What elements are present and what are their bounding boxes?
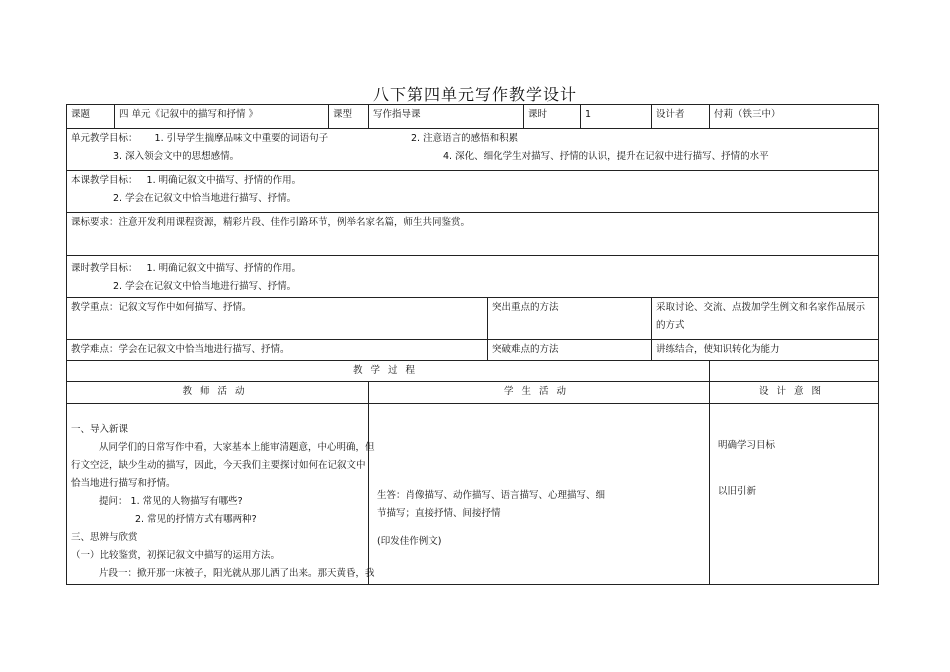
key-point-method-label: 突出重点的方法 — [488, 298, 652, 340]
student-line: 节描写；直接抒情、间接抒情 — [377, 508, 501, 519]
teacher-line: 三、思辨与欣赏 — [71, 532, 138, 543]
period-label: 课时 — [524, 105, 581, 129]
unit-goals-row — [67, 129, 879, 171]
period-value: 1 — [581, 105, 652, 129]
period-goals-label: 课时教学目标： — [71, 263, 138, 274]
course-label: 课题 — [67, 105, 115, 129]
designer-value: 付莉（铁三中） — [710, 105, 879, 129]
difficulty-method: 讲练结合，使知识转化为能力 — [652, 340, 879, 361]
teacher-activity-header: 教师活动 — [67, 382, 369, 404]
lesson-goals-row — [67, 171, 879, 213]
teacher-line: 提问： 1. 常见的人物描写有哪些? — [99, 496, 243, 507]
key-point-method: 采取讨论、交流、点拨加学生例文和名家作品展示的方式 — [652, 298, 879, 340]
difficulty: 教学难点：学会在记叙文中恰当地进行描写、抒情。 — [67, 340, 488, 361]
curriculum-standard: 课标要求：注意开发利用课程资源，精彩片段、佳作引路环节，例举名家名篇，师生共同鉴赏。 — [67, 213, 879, 256]
teacher-line: 片段一：掀开那一床被子，阳光就从那儿洒了出来。那天黄昏，我 — [99, 568, 375, 579]
unit-goal-1: 1. 引导学生揣摩品味文中重要的词语句子 — [154, 133, 329, 144]
lesson-plan-table — [66, 104, 879, 585]
design-intent-header: 设计意图 — [710, 382, 879, 404]
process-content-row — [67, 404, 879, 585]
period-goals-row — [67, 256, 879, 298]
teacher-line: 一、导入新课 — [71, 424, 129, 435]
standard-row — [67, 213, 879, 256]
lesson-goals-label: 本课教学目标： — [71, 175, 138, 186]
column-header-row — [67, 382, 879, 404]
intent-line: 以旧引新 — [718, 486, 757, 497]
teacher-line: 行文空泛，缺少生动的描写，因此，今天我们主要探讨如何在记叙文中 — [71, 460, 366, 471]
unit-goal-2: 2. 注意语言的感悟和积累 — [411, 133, 519, 144]
unit-goal-3: 3. 深入领会文中的思想感情。 — [113, 151, 240, 162]
lesson-goal-2: 2. 学会在记叙文中恰当地进行描写、抒情。 — [113, 193, 297, 204]
student-line: 生答：肖像描写、动作描写、语言描写、心理描写、细 — [377, 490, 606, 501]
student-line: (印发佳作例文) — [377, 536, 442, 547]
type-label: 课型 — [329, 105, 369, 129]
header-row — [67, 105, 879, 129]
page-title: 八下第四单元写作教学设计 — [372, 85, 577, 104]
type-value: 写作指导课 — [369, 105, 524, 129]
designer-label: 设计者 — [652, 105, 710, 129]
difficulty-row — [67, 340, 879, 361]
course-value: 四 单元《记叙中的描写和抒情 》 — [115, 105, 329, 129]
period-goal-2: 2. 学会在记叙文中恰当地进行描写、抒情。 — [113, 281, 297, 292]
process-header-row — [67, 361, 879, 382]
lesson-goal-1: 1. 明确记叙文中描写、抒情的作用。 — [146, 175, 302, 186]
teacher-line: 从同学们的日常写作中看，大家基本上能审清题意，中心明确，但 — [99, 442, 375, 453]
teacher-line: （一）比较鉴赏，初探记叙文中描写的运用方法。 — [71, 550, 281, 561]
difficulty-method-label: 突破难点的方法 — [488, 340, 652, 361]
unit-goal-4: 4. 深化、细化学生对描写、抒情的认识，提升在记叙中进行描写、抒情的水平 — [443, 151, 769, 162]
intent-line: 明确学习目标 — [718, 440, 776, 451]
process-header: 教学过程 — [67, 361, 710, 382]
key-point: 教学重点：记叙文写作中如何描写、抒情。 — [67, 298, 488, 340]
student-activity-header: 学生活动 — [369, 382, 710, 404]
unit-goals-label: 单元教学目标： — [71, 133, 138, 144]
teacher-line: 2. 常见的抒情方式有哪两种? — [135, 514, 257, 525]
period-goal-1: 1. 明确记叙文中描写、抒情的作用。 — [146, 263, 302, 274]
teacher-line: 恰当地进行描写和抒情。 — [71, 478, 176, 489]
key-point-row — [67, 298, 879, 340]
